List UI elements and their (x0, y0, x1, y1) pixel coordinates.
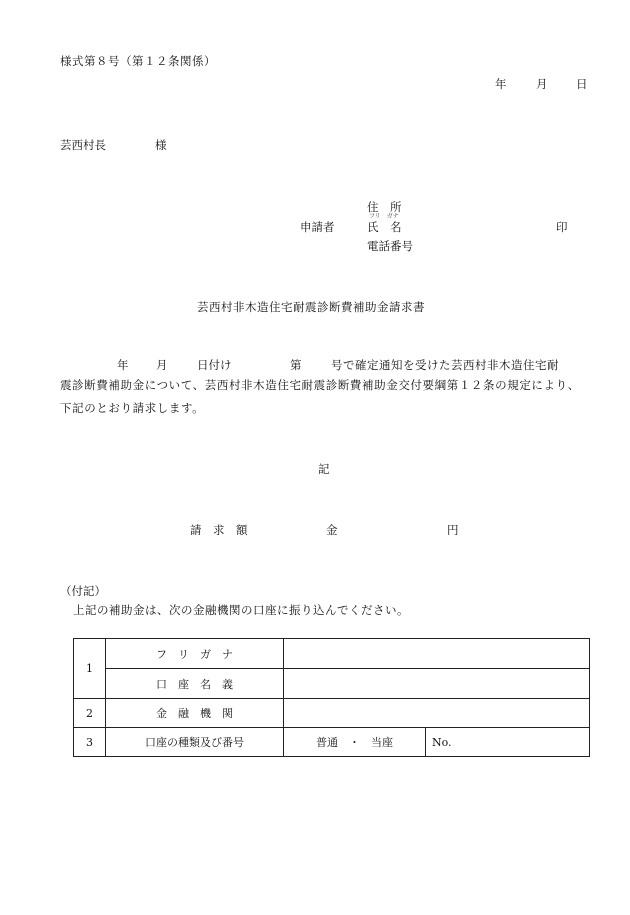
table-row (74, 669, 590, 699)
row-number: 3 (74, 728, 106, 757)
date-year-label: 年 (495, 77, 507, 91)
bank-label: 金 融 機 関 (106, 699, 284, 728)
body-number-prefix: 第 (290, 358, 302, 372)
form-number: 様式第８号（第１２条関係） (60, 54, 216, 68)
bank-account-table (73, 638, 590, 757)
date-month-label: 月 (536, 77, 548, 91)
account-number-input[interactable]: No. (426, 728, 590, 757)
body-month: 月 (156, 358, 168, 372)
document-title: 芸西村非木造住宅耐震診断費補助金請求書 (197, 300, 425, 314)
table-row (74, 728, 590, 757)
claim-currency-prefix: 金 (326, 523, 338, 537)
table-row (74, 639, 590, 669)
name-label: 氏 名 (367, 220, 402, 234)
phone-label: 電話番号 (367, 239, 413, 253)
row-number: 2 (74, 699, 106, 728)
addressee-honorific: 様 (155, 138, 167, 152)
account-holder-input[interactable] (284, 669, 590, 699)
date-day-label: 日 (576, 77, 588, 91)
account-type-select[interactable]: 普通 ・ 当座 (284, 728, 426, 757)
addressee-name: 芸西村長 (60, 138, 106, 152)
furigana-input[interactable] (284, 639, 590, 669)
account-holder-label: 口 座 名 義 (106, 669, 284, 699)
note-text: 上記の補助金は、次の金融機関の口座に振り込んでください。 (73, 603, 409, 617)
body-text-rest: 震診断費補助金について、芸西村非木造住宅耐震診断費補助金交付要綱第１２条の規定により、下記のとおり請求します。 (60, 378, 580, 415)
note-label: （付記） (60, 584, 106, 598)
furigana-row-label: フ リ ガ ナ (106, 639, 284, 669)
claim-unit: 円 (447, 523, 459, 537)
furigana-label: フリ ガナ (369, 213, 399, 220)
body-text-start: 号で確定通知を受けた芸西村非木造住宅耐 (331, 358, 559, 372)
bank-input[interactable] (284, 699, 590, 728)
record-label: 記 (318, 462, 330, 476)
applicant-label: 申請者 (300, 220, 335, 234)
table-row (74, 699, 590, 728)
body-year: 年 (117, 358, 129, 372)
row-number: 1 (74, 639, 106, 699)
claim-label: 請 求 額 (190, 523, 248, 537)
body-dated: 日付け (197, 358, 232, 372)
seal-mark: 印 (556, 220, 568, 234)
account-type-label: 口座の種類及び番号 (106, 728, 284, 757)
address-label: 住 所 (367, 200, 402, 214)
